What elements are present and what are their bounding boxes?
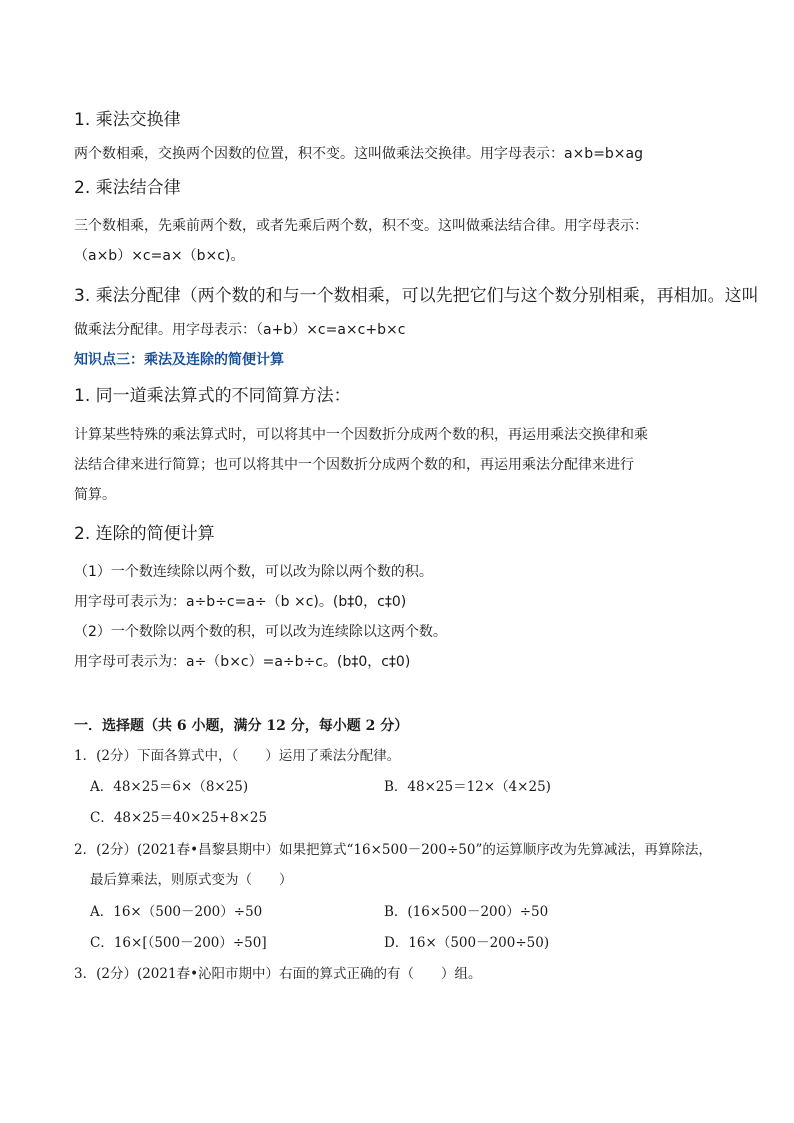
text-associative-law-line1: 三个数相乘，先乘前两个数，或者先乘后两个数，积不变。这叫做乘法结合律。用字母表示：: [74, 218, 648, 234]
question-1-option-c[interactable]: C．48×25＝40×25+8×25: [90, 810, 268, 826]
text-distributive-law-line2: 做乘法分配律。用字母表示：（a+b）×c=a×c+b×c: [74, 322, 406, 338]
text-simplification-line1: 计算某些特殊的乘法算式时，可以将其中一个因数折分成两个数的积，再运用乘法交换律和乘: [74, 427, 648, 443]
heading-associative-law: 2. 乘法结合律: [74, 178, 181, 198]
text-simplification-line2: 法结合律来进行简算；也可以将其中一个因数折分成两个数的和，再运用乘法分配律来进行: [74, 457, 634, 473]
question-2-option-d[interactable]: D．16×（500－200÷50): [384, 935, 550, 951]
knowledge-point-3-title: 知识点三：乘法及连除的简便计算: [74, 352, 284, 368]
heading-distributive-law-line1: 3. 乘法分配律（两个数的和与一个数相乘，可以先把它们与这个数分别相乘，再相加。这叫: [74, 286, 759, 306]
question-1-option-b[interactable]: B．48×25＝12×（4×25): [384, 779, 551, 795]
question-3-stem: 3．(2分）(2021春•沁阳市期中）右面的算式正确的有（ ）组。: [74, 966, 482, 982]
heading-commutative-law: 1. 乘法交换律: [74, 110, 181, 130]
text-simplification-line3: 简算。: [74, 487, 116, 503]
question-1-option-a[interactable]: A．48×25＝6×（8×25): [90, 779, 249, 795]
rule-1-formula: 用字母可表示为：a÷b÷c=a÷（b ×c)。(b‡0，c‡0): [74, 594, 407, 610]
rule-2-formula: 用字母可表示为：a÷（b×c）=a÷b÷c。(b‡0，c‡0): [74, 654, 411, 670]
text-commutative-law: 两个数相乘，交换两个因数的位置，积不变。这叫做乘法交换律。用字母表示：a×b=b×ag: [74, 146, 644, 162]
heading-simplification-methods: 1. 同一道乘法算式的不同简算方法：: [74, 386, 351, 406]
question-2-stem-line2: 最后算乘法，则原式变为（ ）: [90, 872, 293, 888]
heading-consecutive-division: 2. 连除的简便计算: [74, 524, 215, 544]
section-title: 一．选择题（共 6 小题，满分 12 分，每小题 2 分）: [74, 718, 409, 734]
question-2-option-c[interactable]: C．16×[（500－200）÷50]: [90, 935, 267, 951]
question-2-option-a[interactable]: A．16×（500－200）÷50: [90, 904, 263, 920]
rule-2: （2）一个数除以两个数的积，可以改为连续除以这两个数。: [74, 624, 447, 640]
question-2-option-b[interactable]: B．(16×500－200）÷50: [384, 904, 549, 920]
rule-1: （1）一个数连续除以两个数，可以改为除以两个数的积。: [74, 564, 433, 580]
text-associative-law-line2: （a×b）×c=a×（b×c)。: [74, 248, 245, 264]
question-1-stem: 1．(2分）下面各算式中，（ ）运用了乘法分配律。: [74, 748, 401, 764]
question-2-stem-line1: 2．(2分）(2021春•昌黎县期中）如果把算式“16×500－200÷50”的运算顺序改为先算减法，再算除法，: [74, 842, 712, 858]
